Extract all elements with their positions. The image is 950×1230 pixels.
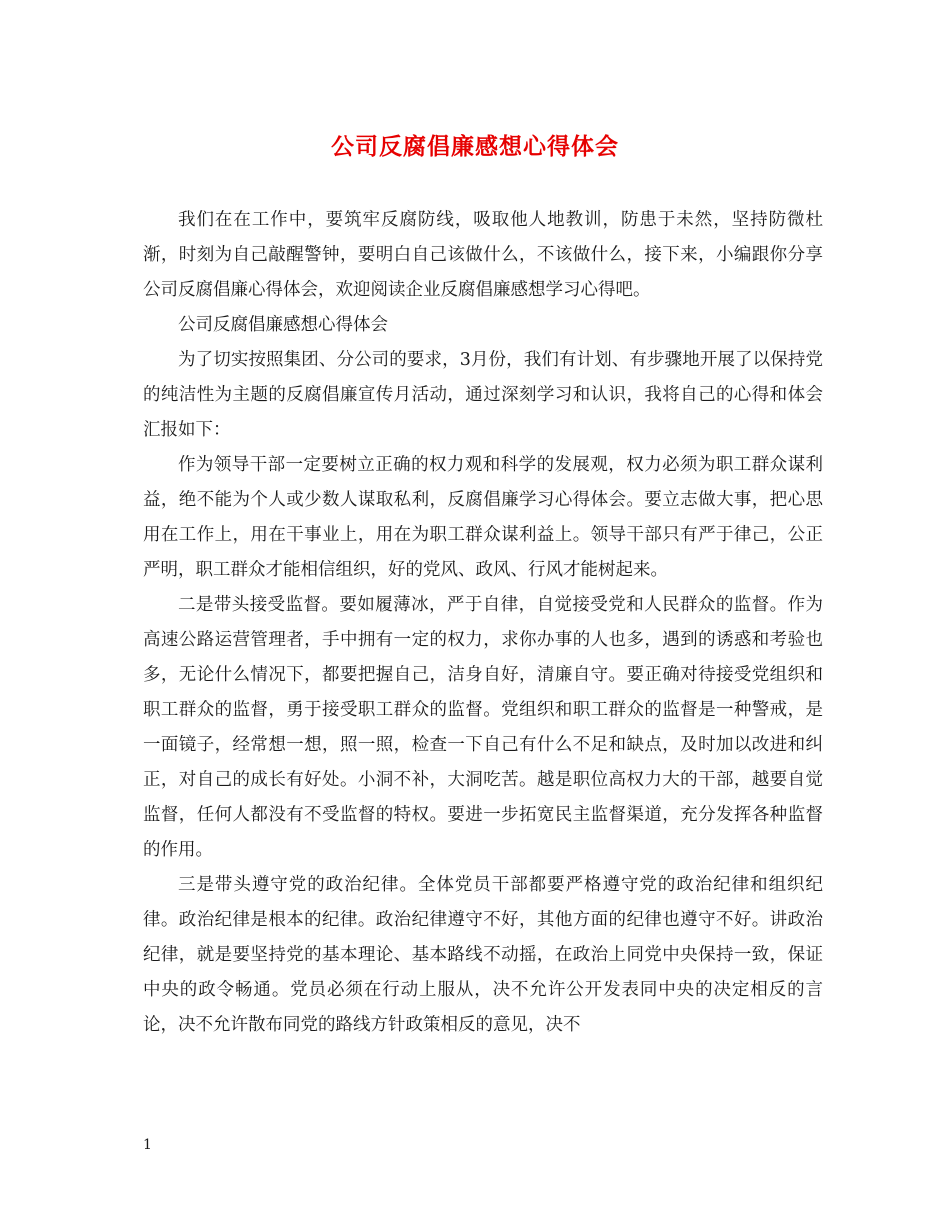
paragraph-background: 为了切实按照集团、分公司的要求，3月份，我们有计划、有步骤地开展了以保持党的纯洁性为主题的反腐倡廉宣传月活动，通过深刻学习和认识，我将自己的心得和体会汇报如下： xyxy=(143,350,823,440)
paragraph-point-three: 三是带头遵守党的政治纪律。全体党员干部都要严格遵守党的政治纪律和组织纪律。政治纪律是根本的纪律。政治纪律遵守不好，其他方面的纪律也遵守不好。讲政治纪律，就是要坚持党的基本理论、基本路线不动摇，在政治上同党中央保持一致，保证中央的政令畅通。党员必须在行动上服从，决不允许公开发表同中央的决定相反的言论，决不允许散布同党的路线方针政策相反的意见，决不 xyxy=(143,875,823,1035)
paragraph-subtitle: 公司反腐倡廉感想心得体会 xyxy=(178,315,388,335)
paragraph-point-two: 二是带头接受监督。要如履薄冰，严于自律，自觉接受党和人民群众的监督。作为高速公路运营管理者，手中拥有一定的权力，求你办事的人也多，遇到的诱惑和考验也多，无论什么情况下，都要把握自己，洁身自好，清廉自守。要正确对待接受党组织和职工群众的监督，勇于接受职工群众的监督。党组织和职工群众的监督是一种警戒，是一面镜子，经常想一想，照一照，检查一下自己有什么不足和缺点，及时加以改进和纠正，对自己的成长有好处。小洞不补，大洞吃苦。越是职位高权力大的干部，越要自觉监督，任何人都没有不受监督的特权。要进一步拓宽民主监督渠道，充分发挥各种监督的作用。 xyxy=(143,595,823,860)
paragraph-intro: 我们在在工作中，要筑牢反腐防线，吸取他人地教训，防患于未然，坚持防微杜渐，时刻为自己敲醒警钟，要明白自己该做什么，不该做什么，接下来，小编跟你分享公司反腐倡廉心得体会，欢迎阅读企业反腐倡廉感想学习心得吧。 xyxy=(143,210,823,300)
page-number: 1 xyxy=(143,1137,152,1153)
document-body xyxy=(143,203,823,1043)
paragraph-point-one: 作为领导干部一定要树立正确的权力观和科学的发展观，权力必须为职工群众谋利益，绝不能为个人或少数人谋取私利，反腐倡廉学习心得体会。要立志做大事，把心思用在工作上，用在干事业上，用在为职工群众谋利益上。领导干部只有严于律己，公正严明，职工群众才能相信组织，好的党风、政风、行风才能树起来。 xyxy=(143,455,823,580)
document-title: 公司反腐倡廉感想心得体会 xyxy=(331,133,619,160)
